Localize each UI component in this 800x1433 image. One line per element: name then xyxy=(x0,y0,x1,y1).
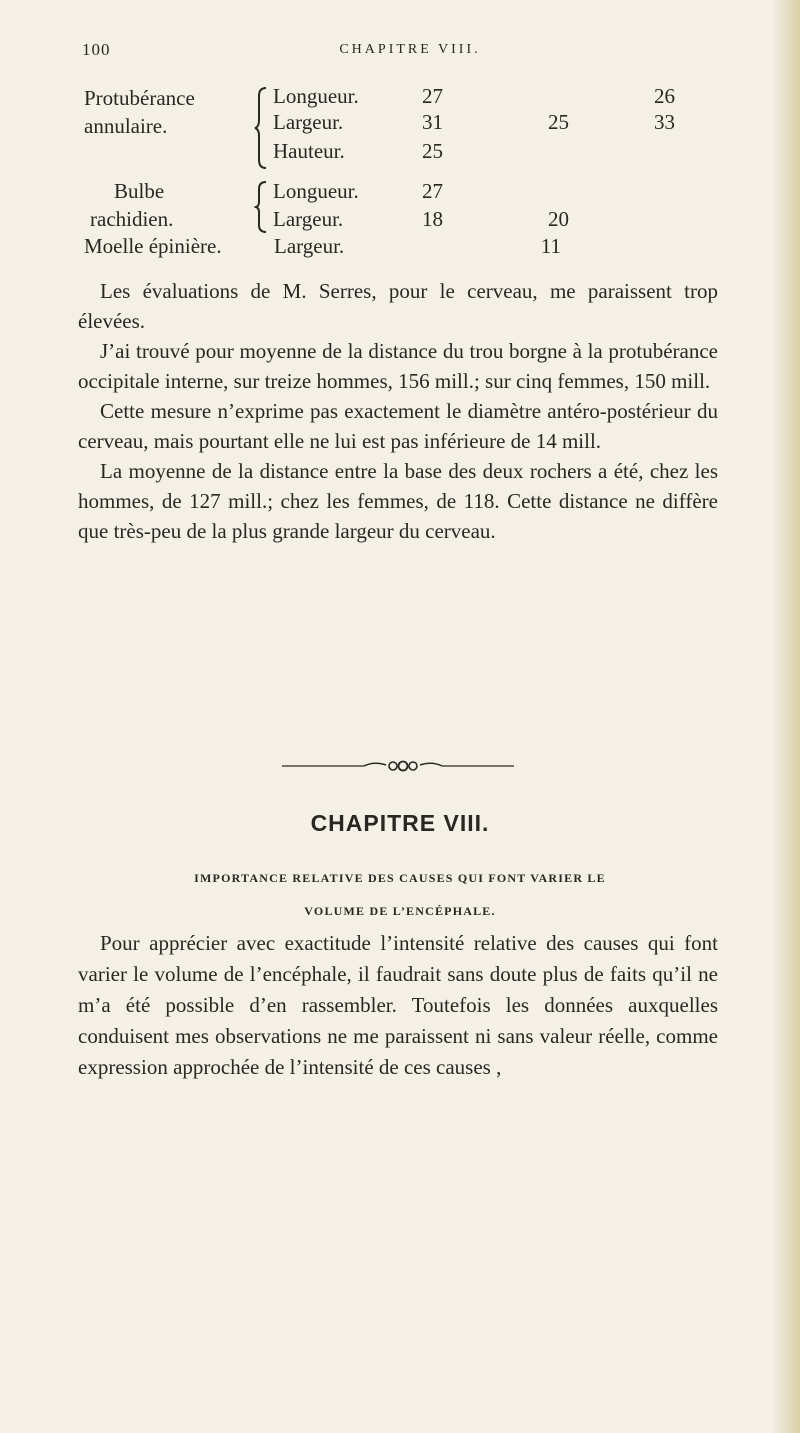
text-block-bottom xyxy=(78,928,718,1083)
running-head xyxy=(80,40,720,64)
value-cell: 25 xyxy=(548,110,569,134)
value-cell: 33 xyxy=(654,110,675,134)
running-title: CHAPITRE VIII. xyxy=(339,42,481,57)
ornament-divider xyxy=(282,756,514,776)
paragraph: Cette mesure n’exprime pas exactement le diamètre antéro-postérieur du cerveau, mais pourtant elle ne lui est pas inférieure de 14 mill. xyxy=(78,399,718,453)
chapter-subtitle xyxy=(100,862,700,928)
measure-label: Largeur. xyxy=(273,110,344,134)
paragraph: J’ai trouvé pour moyenne de la distance du trou borgne à la protubérance occipitale interne, sur treize hommes, 156 mill.; sur cinq femmes, 150 mill. xyxy=(78,339,718,393)
paragraph: La moyenne de la distance entre la base des deux rochers a été, chez les hommes, de 127 mill.; chez les femmes, de 118. Cette distance ne diffère que très-peu de la plus grande largeur du cerveau. xyxy=(78,459,718,543)
measure-label: Hauteur. xyxy=(273,139,345,163)
group-label-bulbe: Bulbe xyxy=(114,179,165,203)
text-block-top xyxy=(78,276,718,546)
value-cell: 25 xyxy=(422,139,443,163)
value-cell: 31 xyxy=(422,110,443,134)
measure-label: Longueur. xyxy=(273,84,359,108)
value-cell: 26 xyxy=(654,84,675,108)
chapter-title: CHAPITRE VIII. xyxy=(310,810,490,836)
chapter-subtitle-line: VOLUME DE L’ENCÉPHALE. xyxy=(304,904,496,918)
value-cell: 20 xyxy=(548,207,569,231)
brace-bulbe xyxy=(254,180,268,234)
group-label-rachidien: rachidien. xyxy=(90,207,174,231)
chapter-subtitle-line: IMPORTANCE RELATIVE DES CAUSES QUI FONT VARIER LE xyxy=(194,871,606,885)
measurement-table xyxy=(84,84,724,284)
measure-label: Largeur. xyxy=(274,234,345,258)
paragraph: Les évaluations de M. Serres, pour le cerveau, me paraissent trop élevées. xyxy=(78,279,718,333)
value-cell: 11 xyxy=(540,234,561,258)
group-label-protuberance: Protubérance xyxy=(84,86,195,110)
group-label-moelle: Moelle épinière. xyxy=(84,234,222,258)
value-cell: 18 xyxy=(422,207,443,231)
measure-label: Longueur. xyxy=(273,179,359,203)
paragraph: Pour apprécier avec exactitude l’intensité relative des causes qui font varier le volume de l’encéphale, il faudrait sans doute plus de faits qu’il ne m’a été possible d’en rassembler. Toutefois les données auxquelles conduisent mes observations ne me paraissent ni sans valeur réelle, comme expression approchée de l’intensité de ces causes , xyxy=(78,931,718,1079)
value-cell: 27 xyxy=(422,84,443,108)
group-label-annulaire: annulaire. xyxy=(84,114,168,138)
brace-protuberance xyxy=(254,86,268,170)
value-cell: 27 xyxy=(422,179,443,203)
page-number: 100 xyxy=(82,40,111,59)
measure-label: Largeur. xyxy=(273,207,344,231)
